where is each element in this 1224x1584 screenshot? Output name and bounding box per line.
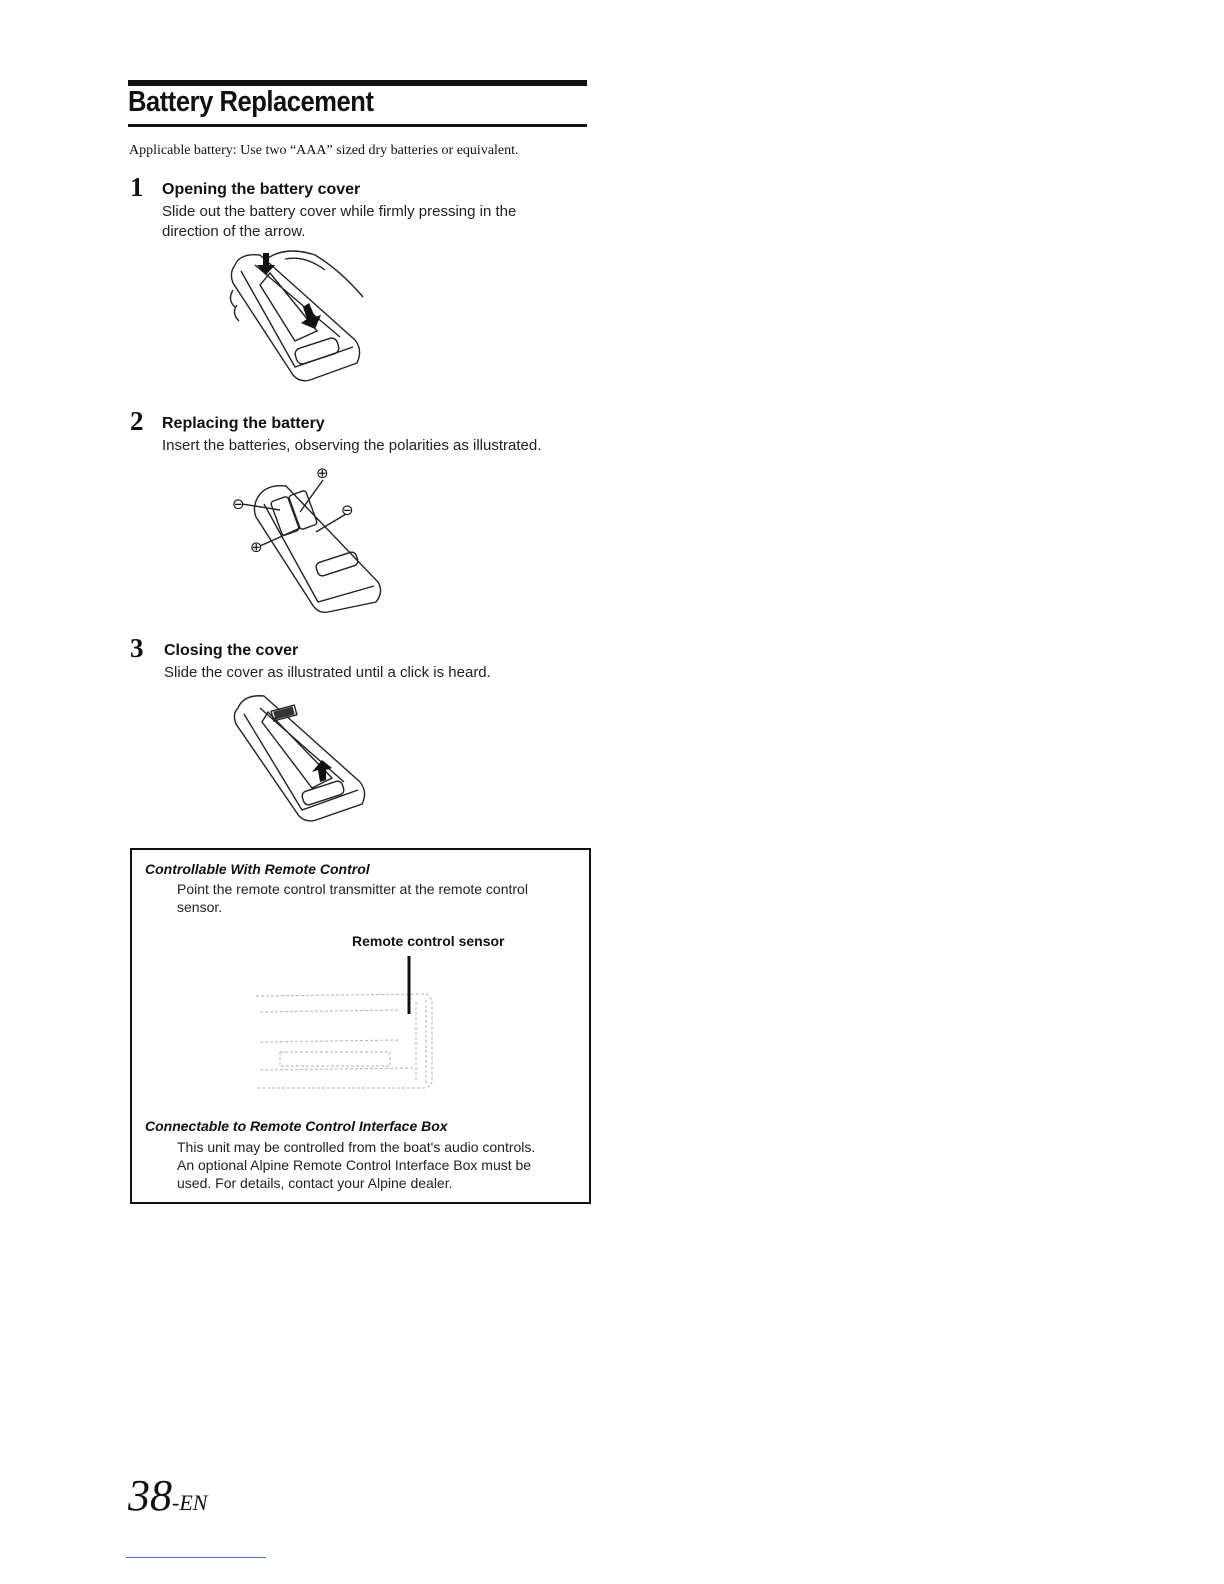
step-3-line: Slide the cover as illustrated until a click is heard.: [164, 664, 491, 681]
step-2-title: Replacing the battery: [162, 415, 325, 432]
page-number-value: 38: [128, 1471, 172, 1520]
step-2-text: [162, 436, 541, 456]
connectable-heading: Connectable to Remote Control Interface Box: [145, 1118, 448, 1134]
footer-line: [126, 1557, 266, 1558]
step-3-text: [164, 663, 491, 683]
title-rule: [128, 124, 587, 127]
step-1-number: 1: [130, 172, 144, 202]
page-language-suffix: -EN: [172, 1490, 208, 1515]
step-1-title: Opening the battery cover: [162, 181, 361, 198]
step-3-number: 3: [130, 633, 144, 663]
step-1-text: [162, 202, 516, 242]
connectable-line: This unit may be controlled from the boat's audio controls.: [177, 1139, 536, 1155]
positive-terminal-mark: ⊕: [316, 465, 329, 482]
negative-terminal-mark: ⊖: [341, 502, 354, 519]
controllable-heading: Controllable With Remote Control: [145, 861, 370, 877]
controllable-text: [177, 880, 528, 916]
remote-opening-illustration: [225, 245, 375, 385]
step-2-line: Insert the batteries, observing the polarities as illustrated.: [162, 437, 542, 454]
remote-closing-illustration: [232, 690, 372, 825]
step-1-line: Slide out the battery cover while firmly pressing in the: [162, 203, 517, 220]
page-number: [128, 1470, 207, 1521]
page-title: Battery Replacement: [128, 86, 374, 118]
step-2-number: 2: [130, 406, 144, 436]
positive-terminal-mark: ⊕: [250, 539, 263, 556]
remote-sensor-label: Remote control sensor: [352, 933, 505, 949]
connectable-line: used. For details, contact your Alpine dealer.: [177, 1175, 453, 1191]
connectable-text: [177, 1138, 535, 1192]
negative-terminal-mark: ⊖: [232, 496, 245, 513]
applicable-battery-note: Applicable battery: Use two “AAA” sized dry batteries or equivalent.: [129, 143, 519, 158]
step-1-line: direction of the arrow.: [162, 223, 306, 240]
controllable-line: Point the remote control transmitter at the remote control: [177, 881, 528, 897]
controllable-line: sensor.: [177, 899, 223, 915]
head-unit-sensor-illustration: [250, 952, 440, 1092]
step-3-title: Closing the cover: [164, 642, 299, 659]
battery-polarity-illustration: [228, 462, 368, 612]
connectable-line: An optional Alpine Remote Control Interface Box must be: [177, 1157, 532, 1173]
